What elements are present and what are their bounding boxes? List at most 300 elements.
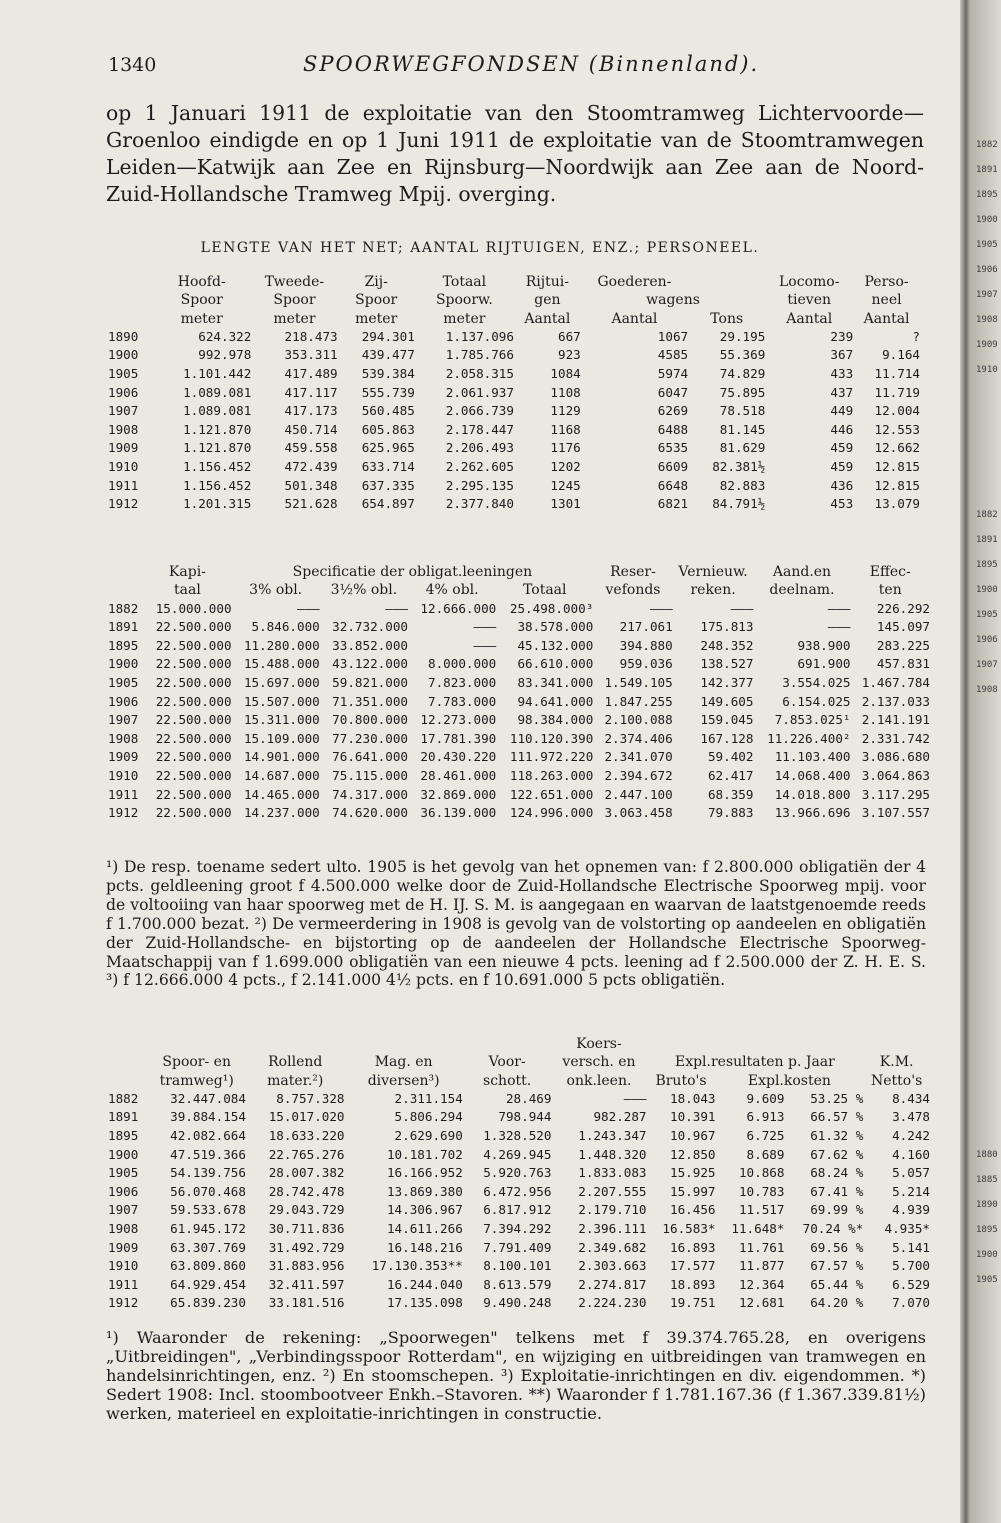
table-cell: 29.195 (719, 328, 766, 344)
table-cell: 16.148.216 (386, 1239, 463, 1255)
table-cell: 226.292 (876, 600, 930, 616)
table-cell: 22.500.000 (155, 749, 232, 765)
table-cell: 8.613.579 (483, 1276, 552, 1292)
table-cell: 70.800.000 (332, 712, 408, 728)
column-header: Totaal (523, 582, 567, 599)
table-cell: 12.815 (874, 459, 920, 475)
table-row (108, 674, 930, 693)
table-cell: 5.920.763 (483, 1165, 552, 1181)
table-row (108, 711, 930, 730)
table-cell: 217.061 (619, 619, 673, 635)
table-cell: 175.813 (700, 619, 754, 635)
table-cell: 142.377 (700, 674, 754, 690)
table-cell: 22.500.000 (155, 674, 232, 690)
table-cell: 15.697.000 (243, 674, 320, 690)
table-row (108, 1090, 930, 1109)
table-cell: 2.341.070 (604, 749, 673, 765)
table-cell: 5.806.294 (394, 1109, 463, 1125)
row-year: 1895 (108, 1128, 139, 1144)
table-cell: 1.448.320 (578, 1146, 647, 1162)
table-cell: 3.064.863 (861, 767, 930, 783)
table-cell: 1.156.452 (183, 477, 252, 493)
adjacent-page-edge: 1882 1891 1895 1900 1905 1906 1907 1908 1909 1910 1882 1891 1895 1900 1905 1906 1907 1908 1880 1885 1890 1895 1900 1905 (960, 0, 1001, 1523)
table-cell: 167.128 (700, 730, 754, 746)
table-cell: 56.070.468 (170, 1183, 246, 1199)
column-header: Spoor- en (162, 1054, 231, 1071)
table-cell: 59.533.678 (170, 1202, 246, 1218)
column-header: Aantal (611, 310, 658, 327)
column-header (863, 1035, 930, 1053)
table-cell: 31.883.956 (268, 1258, 345, 1274)
table-cell: 439.477 (361, 347, 415, 363)
table-row (108, 402, 920, 421)
row-year: 1900 (108, 1146, 139, 1162)
column-header: Rijtui- (525, 274, 569, 290)
table-cell: 1067 (657, 328, 689, 344)
table-cell: 79.883 (707, 805, 754, 821)
column-header: 3½% obl. (330, 582, 398, 599)
table-cell: 294.301 (361, 328, 415, 344)
table-cell: 66.57 % (810, 1109, 864, 1125)
table-cell: 15.997 (669, 1183, 716, 1199)
column-header (715, 1035, 784, 1053)
table-cell: 3.117.295 (861, 786, 930, 802)
page-header (108, 50, 928, 80)
table-cell: ——— (473, 619, 497, 635)
table-cell: 76.641.000 (332, 749, 408, 765)
row-year: 1912 (108, 805, 139, 821)
row-year: 1890 (108, 328, 139, 344)
table-cell: 2.100.088 (604, 712, 673, 728)
column-header: Voor- (488, 1054, 526, 1071)
table-cell: 2.066.739 (445, 403, 514, 419)
table-cell: 12.815 (874, 477, 920, 493)
table-cell: 4.269.945 (483, 1146, 552, 1162)
column-header: Goederen- (597, 274, 672, 290)
table-cell: 959.036 (619, 656, 673, 672)
intro-paragraph (106, 100, 924, 208)
table-cell: 982.287 (593, 1109, 647, 1125)
table-row (108, 1183, 930, 1202)
table-cell: 2.178.447 (445, 421, 514, 437)
table-cell: 691.900 (797, 656, 851, 672)
column-header: Hoofd- (177, 274, 226, 290)
column-header: Effec- (869, 564, 911, 580)
table-cell: 8.757.328 (276, 1090, 345, 1106)
table-cell: 10.391 (669, 1109, 716, 1125)
column-header: reken. (690, 582, 736, 599)
row-year: 1911 (108, 1276, 139, 1292)
footnote-capital (106, 858, 926, 990)
table-cell: 75.115.000 (332, 767, 408, 783)
row-year: 1905 (108, 1165, 139, 1181)
table-cell: 667 (558, 328, 581, 344)
table-cell: 159.045 (700, 712, 754, 728)
table-cell: 394.880 (619, 637, 673, 653)
row-year: 1909 (108, 440, 139, 456)
balance-results-table (108, 1035, 930, 1313)
table-cell: 74.829 (719, 366, 766, 382)
table-cell: ——— (730, 600, 754, 616)
table-cell: 22.500.000 (155, 637, 232, 653)
table-cell: 30.711.836 (268, 1221, 345, 1237)
table-cell: 11.280.000 (243, 637, 320, 653)
row-year: 1895 (108, 637, 139, 653)
table-cell: 54.139.756 (170, 1165, 246, 1181)
table-row (108, 328, 920, 347)
row-year: 1900 (108, 347, 139, 363)
column-header: Expl.resultaten p. Jaar (674, 1054, 835, 1071)
table-cell: ——— (623, 1090, 647, 1106)
table-cell: 5.700 (892, 1258, 930, 1274)
table-cell: ——— (297, 600, 320, 616)
row-year: 1909 (108, 749, 139, 765)
row-year: 1905 (108, 674, 139, 690)
footnote-balance (106, 1328, 926, 1423)
table-row (108, 767, 930, 786)
table-cell: 118.263.000 (509, 767, 594, 783)
table-cell: 239 (830, 328, 854, 344)
column-header: ten (878, 582, 902, 599)
table-cell: 6535 (657, 440, 689, 456)
column-header: Aand.en (772, 564, 832, 580)
table-cell: 624.322 (198, 328, 252, 344)
table-cell: 14.687.000 (243, 767, 320, 783)
row-year: 1882 (108, 1090, 139, 1106)
column-header: Kapi- (168, 564, 206, 580)
table-cell: ? (912, 328, 920, 344)
row-year: 1882 (108, 600, 139, 616)
table-cell: 4.160 (892, 1146, 930, 1162)
table-cell: 449 (830, 403, 854, 419)
table-row (108, 1257, 930, 1276)
table-cell: 138.527 (700, 656, 754, 672)
row-year: 1891 (108, 619, 139, 635)
table-cell: 83.341.000 (517, 674, 594, 690)
table-cell: 5.214 (892, 1183, 930, 1199)
column-header (784, 1035, 863, 1053)
table-cell: 66.610.000 (517, 656, 594, 672)
table-cell: 2.377.840 (445, 496, 514, 512)
table-cell: 145.097 (876, 619, 930, 635)
table-cell: 84.791½ (712, 496, 766, 512)
table-cell: 2.207.555 (578, 1183, 647, 1199)
column-header: meter (273, 310, 316, 327)
table-cell: 22.765.276 (268, 1146, 345, 1162)
network-length-table (108, 273, 920, 514)
table-cell: 1084 (550, 366, 581, 382)
column-header: Netto's (871, 1072, 923, 1089)
table-cell: 12.004 (874, 403, 920, 419)
column-header: Zij- (364, 274, 388, 290)
column-header: 3% obl. (249, 582, 303, 599)
header-row (108, 563, 930, 581)
table-row (108, 439, 920, 458)
table-row (108, 600, 930, 619)
column-header: mater.²) (267, 1072, 324, 1089)
table-cell: 1108 (550, 384, 581, 400)
header-row (108, 291, 920, 309)
table-cell: 1.101.442 (183, 366, 252, 382)
table-cell: 7.823.000 (427, 674, 497, 690)
table-cell: 633.714 (361, 459, 415, 475)
column-header: diversen³) (367, 1072, 440, 1089)
row-year: 1907 (108, 403, 139, 419)
table-row (108, 1276, 930, 1295)
table-cell: 13.966.696 (774, 805, 851, 821)
table-cell: 75.895 (719, 384, 766, 400)
table-cell: 11.517 (738, 1202, 785, 1218)
table-cell: 11.761 (738, 1239, 785, 1255)
column-header: Mag. en (374, 1054, 433, 1071)
header-row (108, 310, 920, 328)
row-year: 1907 (108, 712, 139, 728)
column-header: versch. en (562, 1054, 636, 1071)
column-header: meter (355, 310, 398, 327)
table-cell: 11.103.400 (774, 749, 851, 765)
table-cell: 7.070 (892, 1295, 930, 1311)
table-row (108, 637, 930, 656)
table-cell: 17.577 (669, 1258, 716, 1274)
table-cell: 3.063.458 (604, 805, 673, 821)
column-header (147, 1035, 246, 1053)
table-cell: 798.944 (498, 1109, 552, 1125)
table-cell: 14.306.967 (386, 1202, 463, 1218)
table-cell: 18.633.220 (268, 1128, 345, 1144)
table-cell: 16.456 (669, 1202, 716, 1218)
table-cell: 453 (830, 496, 854, 512)
table-cell: ——— (385, 600, 408, 616)
table-cell: 82.381½ (712, 459, 766, 475)
row-year: 1908 (108, 1221, 139, 1237)
table-cell: 16.166.952 (386, 1165, 463, 1181)
column-header (108, 1072, 147, 1090)
table-cell: 605.863 (361, 421, 415, 437)
table-cell: 2.137.033 (861, 693, 930, 709)
table-cell: 68.24 % (810, 1165, 864, 1181)
table-cell: 6609 (657, 459, 689, 475)
column-header: Reser- (610, 564, 656, 580)
row-year: 1891 (108, 1109, 139, 1125)
table-cell: 22.500.000 (155, 786, 232, 802)
column-header (345, 1035, 463, 1053)
table-cell: 22.500.000 (155, 656, 232, 672)
table-cell: 1.156.452 (183, 459, 252, 475)
table-cell: 457.831 (876, 656, 930, 672)
row-year: 1912 (108, 1295, 139, 1311)
row-year: 1912 (108, 496, 139, 512)
row-year: 1900 (108, 656, 139, 672)
column-header: Tons (710, 310, 744, 327)
row-year: 1906 (108, 1183, 139, 1199)
section-title: LENGTE VAN HET NET; AANTAL RIJTUIGEN, ENZ.; PERSONEEL. (200, 240, 760, 256)
table-cell: 78.518 (719, 403, 766, 419)
running-title: SPOORWEGFONDSEN (Binnenland). (303, 52, 760, 76)
table-cell: 16.583* (662, 1221, 716, 1237)
row-year: 1906 (108, 693, 139, 709)
column-header: taal (174, 582, 201, 599)
table-cell: 17.781.390 (420, 730, 497, 746)
table-cell: 1.089.081 (183, 403, 252, 419)
table-cell: 14.611.266 (386, 1221, 463, 1237)
table-cell: 560.485 (361, 403, 415, 419)
table-cell: 12.273.000 (420, 712, 497, 728)
table-cell: 1.243.347 (578, 1128, 647, 1144)
table-cell: 2.058.315 (445, 366, 514, 382)
table-cell: 1.121.870 (183, 421, 252, 437)
column-header: deelnam. (769, 582, 835, 599)
column-header: Expl.kosten (747, 1072, 831, 1089)
table-cell: 28.461.000 (420, 767, 497, 783)
table-cell: 1168 (550, 421, 581, 437)
row-year: 1910 (108, 459, 139, 475)
table-cell: 2.447.100 (604, 786, 673, 802)
table-cell: 122.651.000 (509, 786, 594, 802)
column-header: schott. (483, 1072, 532, 1089)
table-cell: 7.783.000 (427, 693, 497, 709)
table-cell: 9.490.248 (483, 1295, 552, 1311)
table-cell: 20.430.220 (420, 749, 497, 765)
table-cell: 28.007.382 (268, 1165, 345, 1181)
table-cell: 6.913 (746, 1109, 785, 1125)
table-cell: 501.348 (284, 477, 338, 493)
row-year: 1910 (108, 1258, 139, 1274)
table-cell: 63.307.769 (170, 1239, 246, 1255)
table-cell: 32.869.000 (420, 786, 497, 802)
row-year: 1908 (108, 730, 139, 746)
table-cell: 2.396.111 (578, 1221, 647, 1237)
table-cell: 111.972.220 (509, 749, 594, 765)
header-row (108, 1035, 930, 1053)
table-cell: 2.141.191 (861, 712, 930, 728)
table-cell: 3.554.025 (782, 674, 851, 690)
table-cell: 16.244.040 (386, 1276, 463, 1292)
table-cell: 3.478 (892, 1109, 930, 1125)
table-cell: 10.967 (669, 1128, 716, 1144)
table-cell: 5.141 (892, 1239, 930, 1255)
column-header: vefonds (605, 582, 661, 599)
table-cell: 938.900 (797, 637, 851, 653)
table-cell: 22.500.000 (155, 712, 232, 728)
column-header: Aantal (863, 310, 910, 327)
table-cell: 433 (830, 366, 854, 382)
table-cell: 22.500.000 (155, 693, 232, 709)
table-cell: 446 (830, 421, 854, 437)
footnote-balance-text: ¹) Waaronder de rekening: „Spoorwegen" telkens met f 39.374.765.28, en overigens „Uitbreidingen", „Verbindingsspoor Rotterdam", en wijziging en uitbreidingen van tramwegen en handelsinrichtingen, enz. ²) En stoomschepen. ³) Exploitatie-inrichtingen en div. eigendommen. *) Sedert 1908: Incl. stoombootveer Enkh.–Stavoren. **) Waaronder f 1.781.167.36 (f 1.367.339.81½) werken, materieel en exploitatie-inrichtingen in constructie. (106, 1328, 926, 1423)
page-number: 1340 (108, 54, 157, 76)
table-row (108, 786, 930, 805)
table-cell: 98.384.000 (517, 712, 594, 728)
column-header: Koers- (576, 1036, 622, 1052)
table-cell: 32.447.084 (170, 1090, 246, 1106)
table-cell: 1.089.081 (183, 384, 252, 400)
table-cell: 65.44 % (810, 1276, 864, 1292)
row-year: 1911 (108, 477, 139, 493)
column-header: wagens (646, 292, 700, 309)
table-cell: 13.869.380 (386, 1183, 463, 1199)
table-cell: ——— (649, 600, 673, 616)
table-cell: 1301 (550, 496, 581, 512)
column-header: Specificatie der obligat.leeningen (292, 564, 533, 580)
column-header (246, 1035, 345, 1053)
table-row (108, 421, 920, 440)
table-cell: 2.303.663 (578, 1258, 647, 1274)
table-row (108, 1294, 930, 1313)
header-row (108, 581, 930, 599)
column-header: Spoor (180, 292, 223, 309)
table-row (108, 748, 930, 767)
row-year: 1907 (108, 1202, 139, 1218)
table-cell: 12.553 (874, 421, 920, 437)
column-header (688, 273, 765, 291)
row-year: 1908 (108, 421, 139, 437)
table-cell: 22.500.000 (155, 805, 232, 821)
table-cell: 32.732.000 (332, 619, 408, 635)
column-header (647, 1035, 716, 1053)
table-cell: 13.079 (874, 496, 920, 512)
table-cell: 10.181.702 (386, 1146, 463, 1162)
table-cell: 8.000.000 (427, 656, 497, 672)
table-cell: 42.082.664 (170, 1128, 246, 1144)
table-cell: 81.629 (719, 440, 766, 456)
table-cell: 64.20 % (810, 1295, 864, 1311)
table-cell: 53.25 % (810, 1090, 864, 1106)
table-row (108, 1164, 930, 1183)
column-header (108, 1053, 147, 1071)
table-cell: 3.086.680 (861, 749, 930, 765)
table-cell: 2.262.605 (445, 459, 514, 475)
table-cell: 283.225 (876, 637, 930, 653)
table-cell: 32.411.597 (268, 1276, 345, 1292)
table-cell: 6.472.956 (483, 1183, 552, 1199)
table-cell: 6.529 (892, 1276, 930, 1292)
table-cell: 15.109.000 (243, 730, 320, 746)
column-header: neel (871, 292, 902, 309)
table-cell: 8.434 (892, 1090, 930, 1106)
table-cell: 8.100.101 (483, 1258, 552, 1274)
table-cell: 14.465.000 (243, 786, 320, 802)
table-cell: 16.893 (669, 1239, 716, 1255)
column-header (108, 291, 152, 309)
table-row (108, 346, 920, 365)
table-cell: 10.868 (738, 1165, 785, 1181)
row-year: 1909 (108, 1239, 139, 1255)
table-cell: 2.274.817 (578, 1276, 647, 1292)
table-cell: 9.164 (882, 347, 920, 363)
table-cell: 1245 (550, 477, 581, 493)
table-cell: 4585 (657, 347, 689, 363)
table-cell: 11.648* (731, 1221, 785, 1237)
column-header: meter (180, 310, 223, 327)
table-cell: 18.893 (669, 1276, 716, 1292)
table-cell: 12.850 (669, 1146, 716, 1162)
table-cell: 6.154.025 (782, 693, 851, 709)
table-cell: 94.641.000 (517, 693, 594, 709)
table-cell: 28.469 (505, 1090, 552, 1106)
table-cell: 6821 (657, 496, 689, 512)
table-cell: 1.847.255 (604, 693, 673, 709)
table-cell: 6.817.912 (483, 1202, 552, 1218)
table-row (108, 1127, 930, 1146)
table-cell: 12.666.000 (420, 600, 497, 616)
table-cell: 12.662 (874, 440, 920, 456)
table-cell: 149.605 (700, 693, 754, 709)
table-cell: 521.628 (284, 496, 338, 512)
column-header: Spoorw. (435, 292, 493, 309)
table-cell: 7.853.025¹ (774, 712, 851, 728)
table-cell: 59.821.000 (332, 674, 408, 690)
table-cell: 637.335 (361, 477, 415, 493)
